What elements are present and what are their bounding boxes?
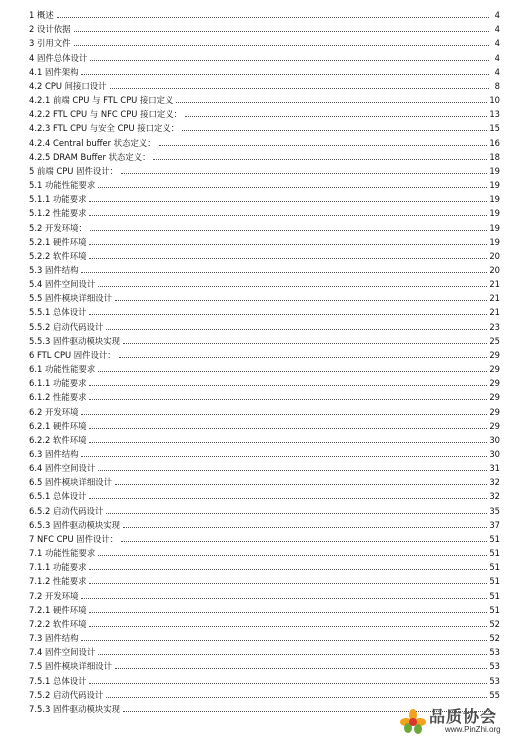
toc-entry-page: 15 — [489, 123, 500, 134]
toc-dot-leader — [89, 313, 487, 315]
toc-entry-title: 7.2.1 硬件环境 — [29, 604, 87, 615]
toc-dot-leader — [89, 625, 487, 627]
toc-entry-page: 10 — [489, 95, 500, 106]
toc-dot-leader — [185, 115, 487, 117]
toc-entry-title: 6.4 固件空间设计 — [29, 463, 96, 474]
toc-entry[interactable] — [29, 91, 500, 105]
toc-entry[interactable] — [29, 544, 500, 558]
toc-entry-title: 6 FTL CPU 固件设计： — [29, 349, 116, 360]
toc-entry-title: 7.5.3 固件驱动模块实现 — [29, 703, 120, 714]
watermark — [399, 704, 523, 738]
toc-entry-title: 5.1.1 功能要求 — [29, 194, 87, 205]
toc-entry[interactable] — [29, 530, 500, 544]
toc-entry-page: 32 — [489, 491, 500, 502]
toc-dot-leader — [89, 257, 487, 259]
toc-entry[interactable] — [29, 558, 500, 572]
toc-entry[interactable] — [29, 487, 500, 501]
toc-entry[interactable] — [29, 20, 500, 34]
toc-entry-page: 13 — [489, 109, 500, 120]
toc-entry[interactable] — [29, 77, 500, 91]
toc-entry[interactable] — [29, 346, 500, 360]
toc-entry-page: 21 — [489, 279, 500, 290]
toc-entry-title: 7.5.2 启动代码设计 — [29, 689, 104, 700]
toc-entry[interactable] — [29, 501, 500, 515]
toc-entry-page: 32 — [489, 477, 500, 488]
toc-dot-leader — [98, 186, 487, 188]
toc-entry-page: 55 — [489, 689, 500, 700]
toc-entry[interactable] — [29, 572, 500, 586]
toc-dot-leader — [74, 30, 490, 32]
toc-dot-leader — [81, 271, 487, 273]
toc-entry-page: 4 — [494, 66, 500, 77]
toc-entry-title: 7.2.2 软件环境 — [29, 618, 87, 629]
toc-entry[interactable] — [29, 133, 500, 147]
toc-dot-leader — [89, 582, 487, 584]
toc-entry-page: 19 — [489, 165, 500, 176]
toc-entry[interactable] — [29, 601, 500, 615]
toc-entry[interactable] — [29, 105, 500, 119]
toc-entry-title: 6.2.2 软件环境 — [29, 434, 87, 445]
toc-entry[interactable] — [29, 190, 500, 204]
toc-dot-leader — [115, 299, 487, 301]
toc-dot-leader — [81, 639, 487, 641]
toc-entry-title: 4.2.3 FTL CPU 与安全 CPU 接口定义： — [29, 123, 180, 134]
toc-entry[interactable] — [29, 204, 500, 218]
toc-entry[interactable] — [29, 431, 500, 445]
toc-dot-leader — [98, 653, 487, 655]
toc-entry[interactable] — [29, 629, 500, 643]
toc-entry-page: 19 — [489, 180, 500, 191]
toc-entry-page: 51 — [489, 533, 500, 544]
toc-entry-title: 4.2.4 Central buffer 状态定义： — [29, 137, 156, 148]
toc-entry[interactable] — [29, 275, 500, 289]
toc-entry-title: 4.2.5 DRAM Buffer 状态定义： — [29, 151, 151, 162]
toc-dot-leader — [159, 144, 488, 146]
toc-dot-leader — [123, 526, 487, 528]
toc-entry-title: 5 前端 CPU 固件设计： — [29, 165, 118, 176]
toc-entry-title: 4.2 CPU 间接口设计 — [29, 80, 107, 91]
toc-entry-title: 5.2.2 软件环境 — [29, 250, 87, 261]
toc-entry-page: 29 — [489, 349, 500, 360]
toc-entry-page: 51 — [489, 590, 500, 601]
toc-entry[interactable] — [29, 261, 500, 275]
toc-entry-title: 4.2.1 前端 CPU 与 FTL CPU 接口定义 — [29, 95, 174, 106]
toc-entry-page: 19 — [489, 208, 500, 219]
toc-entry[interactable] — [29, 247, 500, 261]
toc-dot-leader — [90, 59, 489, 61]
toc-entry-title: 7.3 固件结构 — [29, 633, 79, 644]
toc-entry[interactable] — [29, 233, 500, 247]
toc-dot-leader — [121, 172, 487, 174]
toc-entry[interactable] — [29, 402, 500, 416]
toc-entry-title: 7.5 固件模块详细设计 — [29, 661, 112, 672]
toc-entry[interactable] — [29, 63, 500, 77]
toc-entry-title: 5.5.1 总体设计 — [29, 307, 87, 318]
toc-entry[interactable] — [29, 686, 500, 700]
toc-dot-leader — [89, 497, 487, 499]
toc-entry-page: 37 — [489, 519, 500, 530]
toc-entry[interactable] — [29, 615, 500, 629]
toc-entry-title: 5.2.1 硬件环境 — [29, 236, 87, 247]
toc-entry-title: 4.2.2 FTL CPU 与 NFC CPU 接口定义： — [29, 109, 182, 120]
toc-dot-leader — [89, 568, 487, 570]
toc-entry-title: 5.5.3 固件驱动模块实现 — [29, 335, 120, 346]
toc-entry-page: 35 — [489, 505, 500, 516]
toc-entry-page: 19 — [489, 222, 500, 233]
toc-entry-title: 4.1 固件架构 — [29, 66, 79, 77]
toc-dot-leader — [89, 611, 487, 613]
toc-entry-page: 4 — [494, 52, 500, 63]
toc-dot-leader — [89, 427, 487, 429]
toc-entry-page: 29 — [489, 378, 500, 389]
toc-entry[interactable] — [29, 586, 500, 600]
toc-dot-leader — [98, 469, 487, 471]
toc-entry-page: 51 — [489, 604, 500, 615]
toc-entry[interactable] — [29, 303, 500, 317]
toc-dot-leader — [89, 384, 487, 386]
toc-dot-leader — [98, 285, 487, 287]
toc-entry-page: 29 — [489, 406, 500, 417]
toc-entry-title: 6.3 固件结构 — [29, 449, 79, 459]
toc-entry-title: 7 NFC CPU 固件设计： — [29, 533, 119, 544]
toc-entry-title: 6.5.1 总体设计 — [29, 491, 87, 502]
toc-entry-title: 7.1 功能性能要求 — [29, 548, 96, 559]
toc-entry-page: 18 — [489, 151, 500, 162]
toc-entry-title: 6.2.1 硬件环境 — [29, 420, 87, 431]
toc-entry-page: 53 — [489, 661, 500, 672]
watermark-url: www.PinZhi.org — [445, 725, 501, 734]
toc-entry-title: 5.4 固件空间设计 — [29, 279, 96, 290]
toc-entry[interactable] — [29, 119, 500, 133]
toc-dot-leader — [81, 455, 487, 457]
toc-entry-title: 7.1.1 功能要求 — [29, 562, 87, 573]
toc-entry-page: 53 — [489, 647, 500, 658]
toc-dot-leader — [110, 87, 489, 89]
toc-entry-title: 5.1.2 性能要求 — [29, 208, 87, 219]
toc-dot-leader — [89, 243, 487, 245]
toc-dot-leader — [89, 441, 487, 443]
toc-entry-page: 31 — [489, 463, 500, 474]
toc-entry[interactable] — [29, 162, 500, 176]
toc-dot-leader — [121, 540, 487, 542]
toc-dot-leader — [106, 696, 487, 698]
toc-entry-page: 23 — [489, 321, 500, 332]
toc-entry[interactable] — [29, 289, 500, 303]
toc-entry-page: 16 — [489, 137, 500, 148]
toc-dot-leader — [115, 483, 487, 485]
toc-entry-title: 5.2 开发环境： — [29, 222, 87, 233]
toc-entry-page: 51 — [489, 548, 500, 559]
toc-entry-page: 51 — [489, 562, 500, 573]
toc-entry[interactable] — [29, 6, 500, 20]
toc-entry-title: 5.5.2 启动代码设计 — [29, 321, 104, 332]
toc-dot-leader — [81, 597, 487, 599]
toc-dot-leader — [176, 101, 487, 103]
toc-entry-title: 7.2 开发环境 — [29, 590, 79, 601]
toc-entry-title: 6.5.2 启动代码设计 — [29, 505, 104, 516]
toc-entry[interactable] — [29, 374, 500, 388]
toc-entry-title: 5.5 固件模块详细设计 — [29, 293, 112, 304]
toc-entry-title: 6.2 开发环境 — [29, 406, 79, 417]
toc-entry[interactable] — [29, 176, 500, 190]
toc-entry-title: 3 引用文件 — [29, 38, 71, 49]
toc-entry[interactable] — [29, 516, 500, 530]
toc-dot-leader — [89, 682, 487, 684]
toc-entry-title: 6.1.2 性能要求 — [29, 392, 87, 403]
toc-entry-page: 8 — [494, 80, 500, 91]
toc-entry-page: 30 — [489, 449, 500, 459]
toc-dot-leader — [106, 328, 487, 330]
toc-dot-leader — [81, 73, 489, 75]
toc-entry-title: 6.1.1 功能要求 — [29, 378, 87, 389]
toc-entry[interactable] — [29, 218, 500, 232]
toc-entry-page: 30 — [489, 434, 500, 445]
toc-entry[interactable] — [29, 643, 500, 657]
toc-entry[interactable] — [29, 360, 500, 374]
toc-entry-title: 7.5.1 总体设计 — [29, 675, 87, 686]
toc-dot-leader — [89, 200, 487, 202]
toc-entry-title: 6.5.3 固件驱动模块实现 — [29, 519, 120, 530]
toc-entry-page: 29 — [489, 392, 500, 403]
toc-dot-leader — [89, 398, 487, 400]
toc-entry-page: 4 — [494, 10, 500, 21]
toc-entry-title: 6.5 固件模块详细设计 — [29, 477, 112, 488]
toc-dot-leader — [89, 214, 487, 216]
toc-entry-page: 19 — [489, 236, 500, 247]
toc-entry-page: 51 — [489, 576, 500, 587]
toc-entry-page: 21 — [489, 293, 500, 304]
toc-entry-page: 52 — [489, 618, 500, 629]
toc-dot-leader — [98, 554, 487, 556]
toc-dot-leader — [153, 158, 487, 160]
toc-entry[interactable] — [29, 48, 500, 62]
toc-dot-leader — [123, 342, 487, 344]
table-of-contents — [29, 6, 500, 714]
toc-entry[interactable] — [29, 657, 500, 671]
toc-dot-leader — [115, 667, 487, 669]
toc-entry-page: 20 — [489, 250, 500, 261]
toc-entry-title: 4 固件总体设计 — [29, 52, 88, 63]
toc-entry-title: 2 设计依据 — [29, 24, 71, 35]
toc-entry-page: 4 — [494, 24, 500, 35]
toc-entry[interactable] — [29, 445, 500, 459]
toc-dot-leader — [74, 44, 490, 46]
toc-entry-page: 21 — [489, 307, 500, 318]
toc-entry-page: 29 — [489, 420, 500, 431]
toc-dot-leader — [98, 370, 487, 372]
toc-entry-page: 52 — [489, 633, 500, 644]
toc-entry[interactable] — [29, 459, 500, 473]
toc-dot-leader — [119, 356, 488, 358]
toc-dot-leader — [57, 16, 489, 18]
toc-entry-title: 5.3 固件结构 — [29, 264, 79, 275]
toc-entry[interactable] — [29, 317, 500, 331]
toc-entry[interactable] — [29, 148, 500, 162]
toc-entry[interactable] — [29, 34, 500, 48]
toc-entry-title: 6.1 功能性能要求 — [29, 364, 96, 375]
toc-entry-page: 53 — [489, 675, 500, 686]
toc-entry[interactable] — [29, 332, 500, 346]
toc-dot-leader — [182, 129, 487, 131]
toc-entry-page: 19 — [489, 194, 500, 205]
toc-entry-title: 7.1.2 性能要求 — [29, 576, 87, 587]
toc-dot-leader — [106, 512, 487, 514]
toc-entry-page: 25 — [489, 335, 500, 346]
toc-entry-page: 29 — [489, 364, 500, 375]
toc-entry-page: 4 — [494, 38, 500, 49]
toc-entry-page: 20 — [489, 264, 500, 275]
toc-entry[interactable] — [29, 473, 500, 487]
flower-logo-icon — [399, 708, 427, 736]
toc-entry[interactable] — [29, 671, 500, 685]
toc-entry-title: 5.1 功能性能要求 — [29, 180, 96, 191]
toc-dot-leader — [90, 229, 487, 231]
toc-entry-title: 7.4 固件空间设计 — [29, 647, 96, 658]
toc-entry[interactable] — [29, 417, 500, 431]
toc-entry[interactable] — [29, 388, 500, 402]
toc-dot-leader — [81, 413, 487, 415]
watermark-name: 品质协会 — [429, 707, 498, 726]
toc-entry-title: 1 概述 — [29, 10, 54, 21]
